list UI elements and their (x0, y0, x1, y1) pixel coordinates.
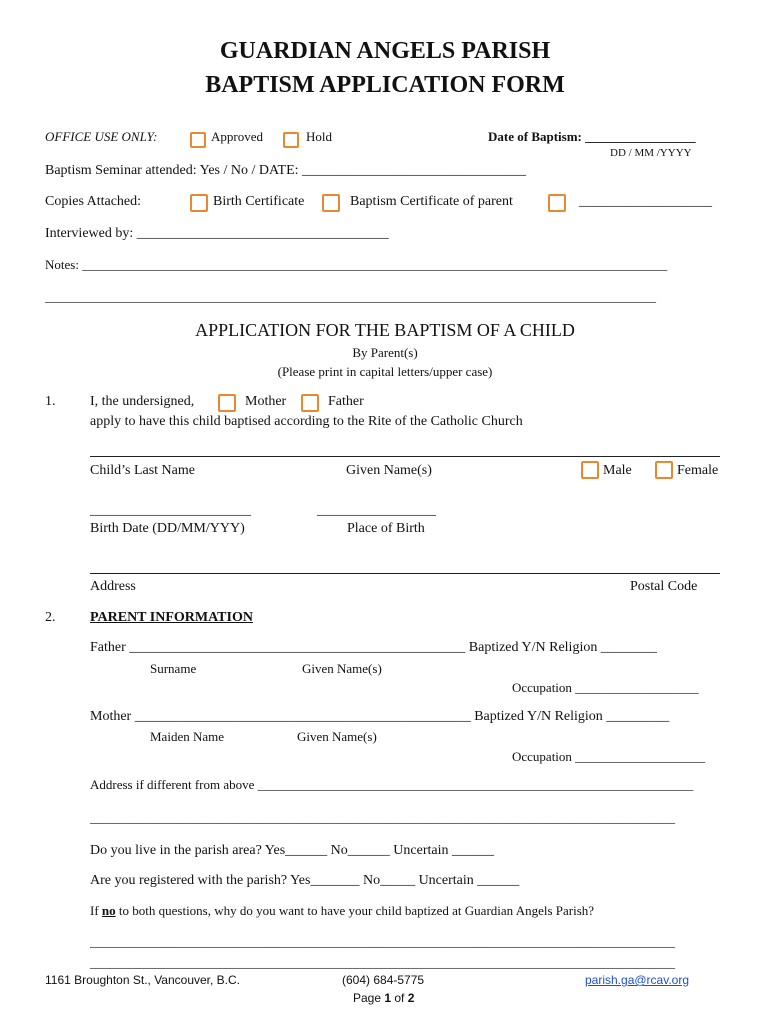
mother-label: Mother (245, 394, 287, 409)
child-name-line[interactable] (90, 456, 720, 457)
childs-last-name-label: Child’s Last Name (90, 463, 195, 478)
interviewed-by-field[interactable]: Interviewed by: ____________________________________ (45, 226, 389, 241)
why-baptize-question (90, 903, 594, 919)
footer-phone: (604) 684-5775 (342, 973, 425, 987)
birth-certificate-checkbox[interactable] (190, 194, 208, 212)
by-parents-text: By Parent(s) (352, 345, 418, 360)
office-use-label: OFFICE USE ONLY: (45, 129, 158, 144)
address-if-different-field[interactable]: Address if different from above ___________________________________________________________________ (90, 777, 694, 792)
father-label: Father (328, 394, 364, 409)
approved-label: Approved (211, 129, 263, 144)
mother-checkbox[interactable] (218, 394, 236, 412)
section-1-number: 1. (45, 394, 56, 409)
parent-baptism-certificate-checkbox[interactable] (322, 194, 340, 212)
parent-baptism-certificate-label: Baptism Certificate of parent (350, 194, 513, 209)
address-if-different-line-2[interactable]: __________________________________________________________________________________________ (90, 810, 675, 825)
undersigned-label: I, the undersigned, (90, 394, 195, 409)
place-of-birth-field[interactable]: _________________ (317, 503, 436, 518)
registered-question[interactable]: Are you registered with the parish? Yes_______ No_____ Uncertain ______ (90, 873, 520, 888)
form-title-line2: BAPTISM APPLICATION FORM (205, 72, 565, 98)
why-answer-line-2[interactable]: __________________________________________________________________________________________ (90, 955, 675, 970)
seminar-field[interactable]: Baptism Seminar attended: Yes / No / DATE: ________________________________ (45, 163, 527, 178)
father-surname-label: Surname (150, 661, 197, 676)
father-given-names-label: Given Name(s) (302, 661, 382, 676)
mother-maiden-name-label: Maiden Name (150, 729, 225, 744)
birth-date-label: Birth Date (DD/MM/YYY) (90, 521, 245, 536)
why-prefix: If (90, 903, 102, 918)
why-answer-line-1[interactable]: __________________________________________________________________________________________ (90, 934, 675, 949)
page-number: 1 (384, 991, 392, 1005)
form-title-line1: GUARDIAN ANGELS PARISH (219, 38, 551, 64)
other-copy-checkbox[interactable] (548, 194, 566, 212)
section-2-number: 2. (45, 610, 56, 625)
address-line[interactable] (90, 573, 720, 574)
birth-certificate-label: Birth Certificate (213, 194, 305, 209)
male-label: Male (603, 463, 632, 478)
male-checkbox[interactable] (581, 461, 599, 479)
why-rest: to both questions, why do you want to have your child baptized at Guardian Angels Parish? (115, 903, 595, 918)
mother-field[interactable]: Mother ________________________________________________ Baptized Y/N Religion _________ (90, 709, 670, 724)
parent-information-heading: PARENT INFORMATION (90, 610, 253, 625)
date-format-hint: DD / MM /YYYY (610, 147, 692, 159)
capital-letters-instruction: (Please print in capital letters/upper case) (277, 364, 493, 379)
notes-line-2[interactable]: ______________________________________________________________________________________________ (45, 289, 656, 304)
address-label: Address (90, 579, 136, 594)
apply-text: apply to have this child baptised according to the Rite of the Catholic Church (90, 414, 523, 429)
page-of: of (391, 991, 408, 1005)
page-indicator (353, 991, 414, 1005)
childs-given-names-label: Given Name(s) (346, 463, 432, 478)
postal-code-label: Postal Code (630, 579, 698, 594)
page-total: 2 (407, 991, 415, 1005)
mother-occupation-field[interactable]: Occupation ____________________ (512, 749, 706, 764)
copies-attached-label: Copies Attached: (45, 194, 142, 209)
why-no-emphasis: no (101, 903, 116, 918)
application-heading: APPLICATION FOR THE BAPTISM OF A CHILD (195, 320, 575, 340)
place-of-birth-label: Place of Birth (347, 521, 425, 536)
father-occupation-field[interactable]: Occupation ___________________ (512, 680, 699, 695)
parish-area-question[interactable]: Do you live in the parish area? Yes______ No______ Uncertain ______ (90, 843, 494, 858)
mother-given-names-label: Given Name(s) (297, 729, 377, 744)
approved-checkbox[interactable] (190, 132, 206, 148)
footer-address: 1161 Broughton St., Vancouver, B.C. (45, 973, 241, 987)
female-checkbox[interactable] (655, 461, 673, 479)
notes-field[interactable]: Notes: __________________________________________________________________________________________ (45, 257, 668, 272)
hold-checkbox[interactable] (283, 132, 299, 148)
other-copy-field[interactable]: ___________________ (579, 194, 712, 209)
page-prefix: Page (353, 991, 385, 1005)
footer-email-link[interactable]: parish.ga@rcav.org (585, 973, 690, 987)
date-of-baptism-field[interactable]: Date of Baptism: _________________ (488, 129, 696, 144)
birth-date-field[interactable]: _______________________ (90, 503, 251, 518)
father-checkbox[interactable] (301, 394, 319, 412)
hold-label: Hold (306, 129, 332, 144)
female-label: Female (677, 463, 719, 478)
father-field[interactable]: Father ________________________________________________ Baptized Y/N Religion ________ (90, 640, 657, 655)
